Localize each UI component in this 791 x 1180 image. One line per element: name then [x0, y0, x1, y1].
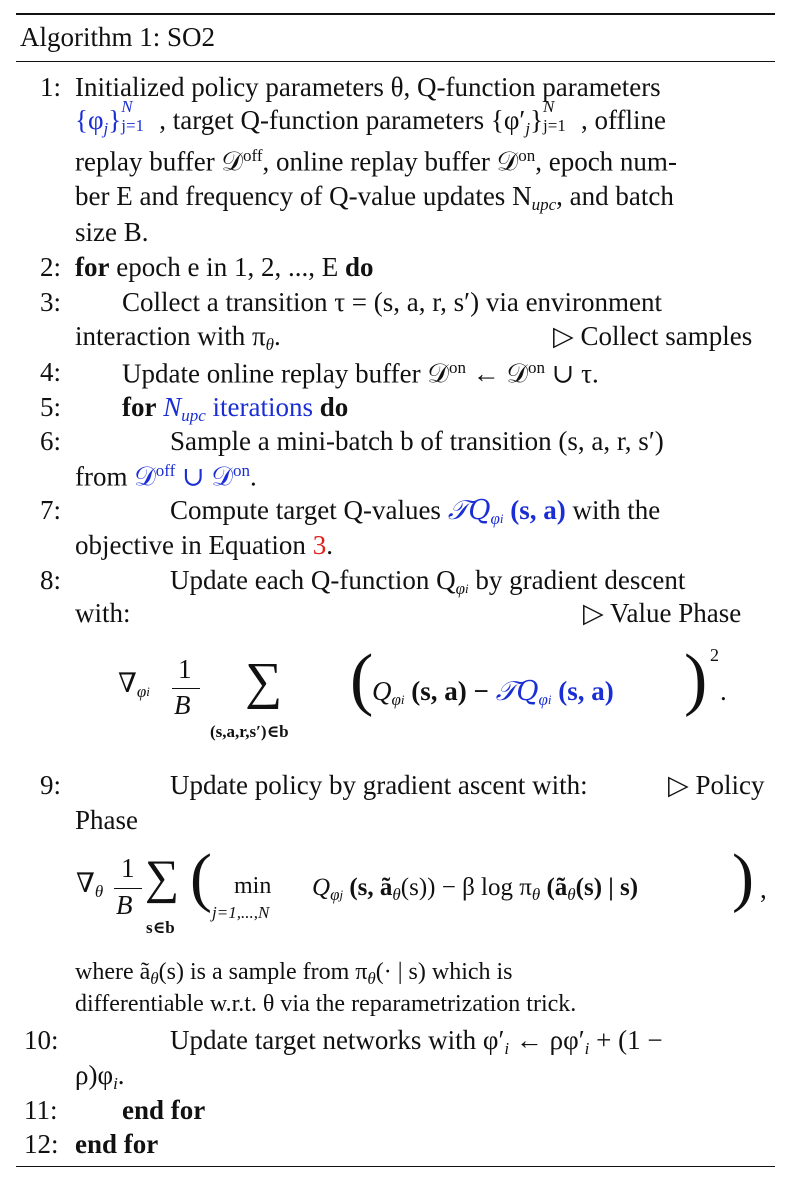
- line1-text-b: $\{\varphi_j\}$ N j=1 , target Q-function parameters $\{\varphi'_j\}$ N j=1 , offline: [75, 97, 667, 139]
- line1-text-d: ber E and frequency of Q-value updates $N_{upc}$, and batch: [75, 181, 674, 215]
- line-number-2: 2:: [40, 252, 62, 282]
- top-rule: [16, 13, 775, 15]
- eq2-frac-bar: [114, 888, 142, 889]
- line10-text-b: $\rho)\varphi_i$.: [75, 1060, 125, 1094]
- line5: for $N_{upc}$ iterations do: [122, 392, 349, 426]
- eq2-nabla: $\nabla_\theta$: [76, 868, 104, 902]
- eq2-min: min: [234, 873, 272, 899]
- eq2-lparen: (: [190, 841, 212, 914]
- line6-text-b: from 𝒟$^{off}$ ∪ 𝒟$^{on}$.: [75, 461, 257, 492]
- eq1-sum-sub: (s,a,r,s′)∈b: [210, 722, 289, 741]
- line1-text-e: size B.: [75, 217, 149, 247]
- eq1-frac-bar: [172, 688, 200, 689]
- line-number-6: 6:: [40, 426, 62, 456]
- line9-text-a: Update policy by gradient ascent with:: [170, 770, 588, 800]
- equation-reference-link[interactable]: 3: [312, 530, 327, 560]
- line10-text-a: Update target networks with $\varphi'_i$ ← $\rho\varphi'_i + (1$ −: [170, 1025, 663, 1059]
- line8-comment: ▷ Value Phase: [583, 598, 742, 628]
- eq2-frac-den: B: [116, 890, 133, 920]
- line-number-3: 3:: [40, 287, 62, 317]
- eq1-frac-num: 1: [178, 654, 192, 684]
- eq1-rparen: ): [684, 641, 708, 718]
- eq2-sum-sub: s∈b: [146, 918, 175, 937]
- eq1-lparen: (: [350, 641, 374, 718]
- line12: end for: [75, 1129, 159, 1159]
- bottom-rule: [16, 1166, 775, 1167]
- line-number-4: 4:: [40, 357, 62, 387]
- line-number-9: 9:: [40, 770, 62, 800]
- algorithm-title: Algorithm 1: SO2: [20, 22, 216, 52]
- line3-comment: ▷ Collect samples: [553, 321, 753, 351]
- line8-text-a: Update each Q-function $Q_{\varphi i}$ by gradient descent: [170, 565, 686, 599]
- line3-text-b: interaction with $\pi_\theta$.: [75, 321, 281, 355]
- line7-text-a: Compute target Q-values 𝒯Q$_{\varphi i}$ (s, a) with the: [170, 495, 661, 529]
- line1-text-c: replay buffer 𝒟$^{off}$, online replay buffer 𝒟$^{on}$, epoch num-: [75, 146, 677, 177]
- line-number-12: 12:: [24, 1129, 59, 1159]
- eq2-rparen: ): [732, 841, 754, 914]
- line-number-7: 7:: [40, 495, 62, 525]
- eq1-frac-den: B: [174, 690, 191, 720]
- eq1-nabla: $\nabla_{\varphi i}$: [118, 668, 150, 702]
- line9-text-b: Phase: [75, 805, 138, 835]
- line9-comment: ▷ Policy: [668, 770, 765, 800]
- where-text-a: where $ã_\theta(s)$ is a sample from $\pi_\theta(\cdot$ | s) which is: [75, 959, 513, 989]
- line7-text-b: objective in Equation 3.: [75, 530, 333, 560]
- where-text-b: differentiable w.r.t. θ via the reparametrization trick.: [75, 991, 577, 1017]
- eq2-sum: ∑: [145, 851, 180, 904]
- line3-text-a: Collect a transition τ = (s, a, r, s′) via environment: [122, 287, 663, 317]
- line2: for epoch e in 1, 2, ..., E do: [75, 252, 374, 282]
- eq1-sum: ∑: [245, 653, 283, 710]
- line6-text-a: Sample a mini-batch b of transition (s, a, r, s′): [170, 426, 664, 456]
- line-number-5: 5:: [40, 392, 62, 422]
- header-rule: [16, 61, 775, 62]
- line4: Update online replay buffer 𝒟$^{on}$ ← 𝒟$^{on}$ ∪ τ.: [122, 358, 599, 389]
- eq1-body: $Q_{\varphi i}$ (s, a) − 𝒯Q$_{\varphi i}$ (s, a): [372, 676, 614, 710]
- eq1-square: 2: [710, 645, 719, 665]
- eq2-end: ,: [760, 874, 767, 904]
- line8-text-b: with:: [75, 598, 131, 628]
- line-number-1: 1:: [40, 72, 62, 102]
- eq2-body: $Q_{\varphi j}$ (s, $ã_\theta(s)) - \beta$ $\log \pi_\theta$ ($ã_\theta(s)$ | s): [312, 874, 639, 905]
- line-number-10: 10:: [24, 1025, 59, 1055]
- line-number-11: 11:: [24, 1095, 58, 1125]
- line1-text-a: Initialized policy parameters θ, Q-function parameters: [75, 72, 661, 102]
- eq1-end: .: [720, 676, 727, 706]
- line-number-8: 8:: [40, 565, 62, 595]
- eq2-min-sub: j=1,...,N: [212, 903, 270, 922]
- line11: end for: [122, 1095, 206, 1125]
- eq2-frac-num: 1: [121, 853, 135, 883]
